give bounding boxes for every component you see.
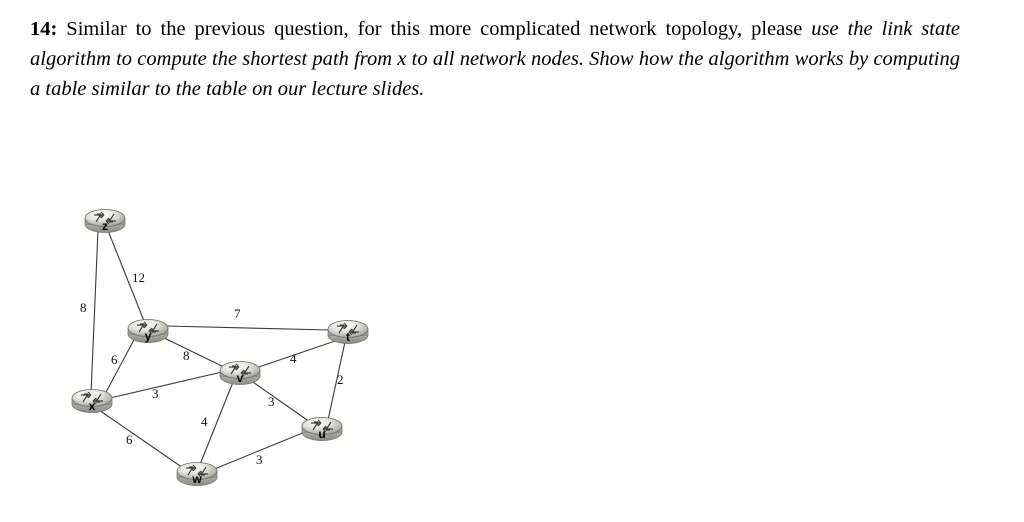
- node-u: [302, 418, 342, 442]
- node-t: [328, 321, 368, 345]
- question-emphasis: use the link state algorithm to compute the shortest path from x to all network nodes. Show how the algorithm works by computing a table similar to the table on our lecture slides.: [30, 18, 960, 100]
- edge-weight-w-u: 3: [256, 452, 263, 467]
- node-label-x: x: [88, 399, 96, 413]
- node-z: [85, 210, 125, 234]
- node-label-y: y: [144, 329, 152, 343]
- node-label-v: v: [236, 371, 244, 385]
- edge-weight-v-w: 4: [201, 414, 208, 429]
- edge-weight-y-x: 6: [111, 352, 118, 367]
- edge-weight-t-u: 2: [337, 372, 344, 387]
- question-text: [30, 14, 960, 104]
- node-label-z: z: [102, 219, 108, 233]
- node-label-t: t: [346, 330, 350, 344]
- edge-v-t: [256, 340, 338, 368]
- node-label-u: u: [318, 427, 326, 441]
- node-label-w: w: [192, 472, 202, 486]
- node-v: [220, 362, 260, 386]
- edge-weight-x-w: 6: [126, 432, 133, 447]
- edge-y-x: [104, 336, 136, 396]
- edge-y-t: [166, 326, 330, 330]
- edge-weight-y-v: 8: [183, 348, 190, 363]
- edge-weights-layer: [80, 270, 344, 467]
- edge-weight-v-u: 3: [268, 394, 275, 409]
- edge-v-u: [250, 380, 310, 422]
- node-w: [177, 463, 217, 487]
- edge-weight-v-t: 4: [290, 351, 297, 366]
- topology-svg: [0, 170, 430, 500]
- question-number: 14:: [30, 18, 58, 40]
- question-body: Similar to the previous question, for this more complicated network topology, please: [66, 18, 812, 40]
- edge-weight-y-t: 7: [234, 306, 241, 321]
- edge-weight-x-v: 3: [152, 386, 159, 401]
- edge-weight-z-y: 12: [132, 270, 145, 285]
- edge-z-x: [91, 230, 98, 394]
- node-x: [72, 390, 112, 414]
- edge-x-w: [99, 410, 186, 470]
- edge-y-v: [160, 336, 226, 368]
- edge-weight-z-x: 8: [80, 300, 87, 315]
- network-topology-diagram: [0, 170, 430, 500]
- node-y: [128, 320, 168, 344]
- edge-x-v: [110, 372, 222, 398]
